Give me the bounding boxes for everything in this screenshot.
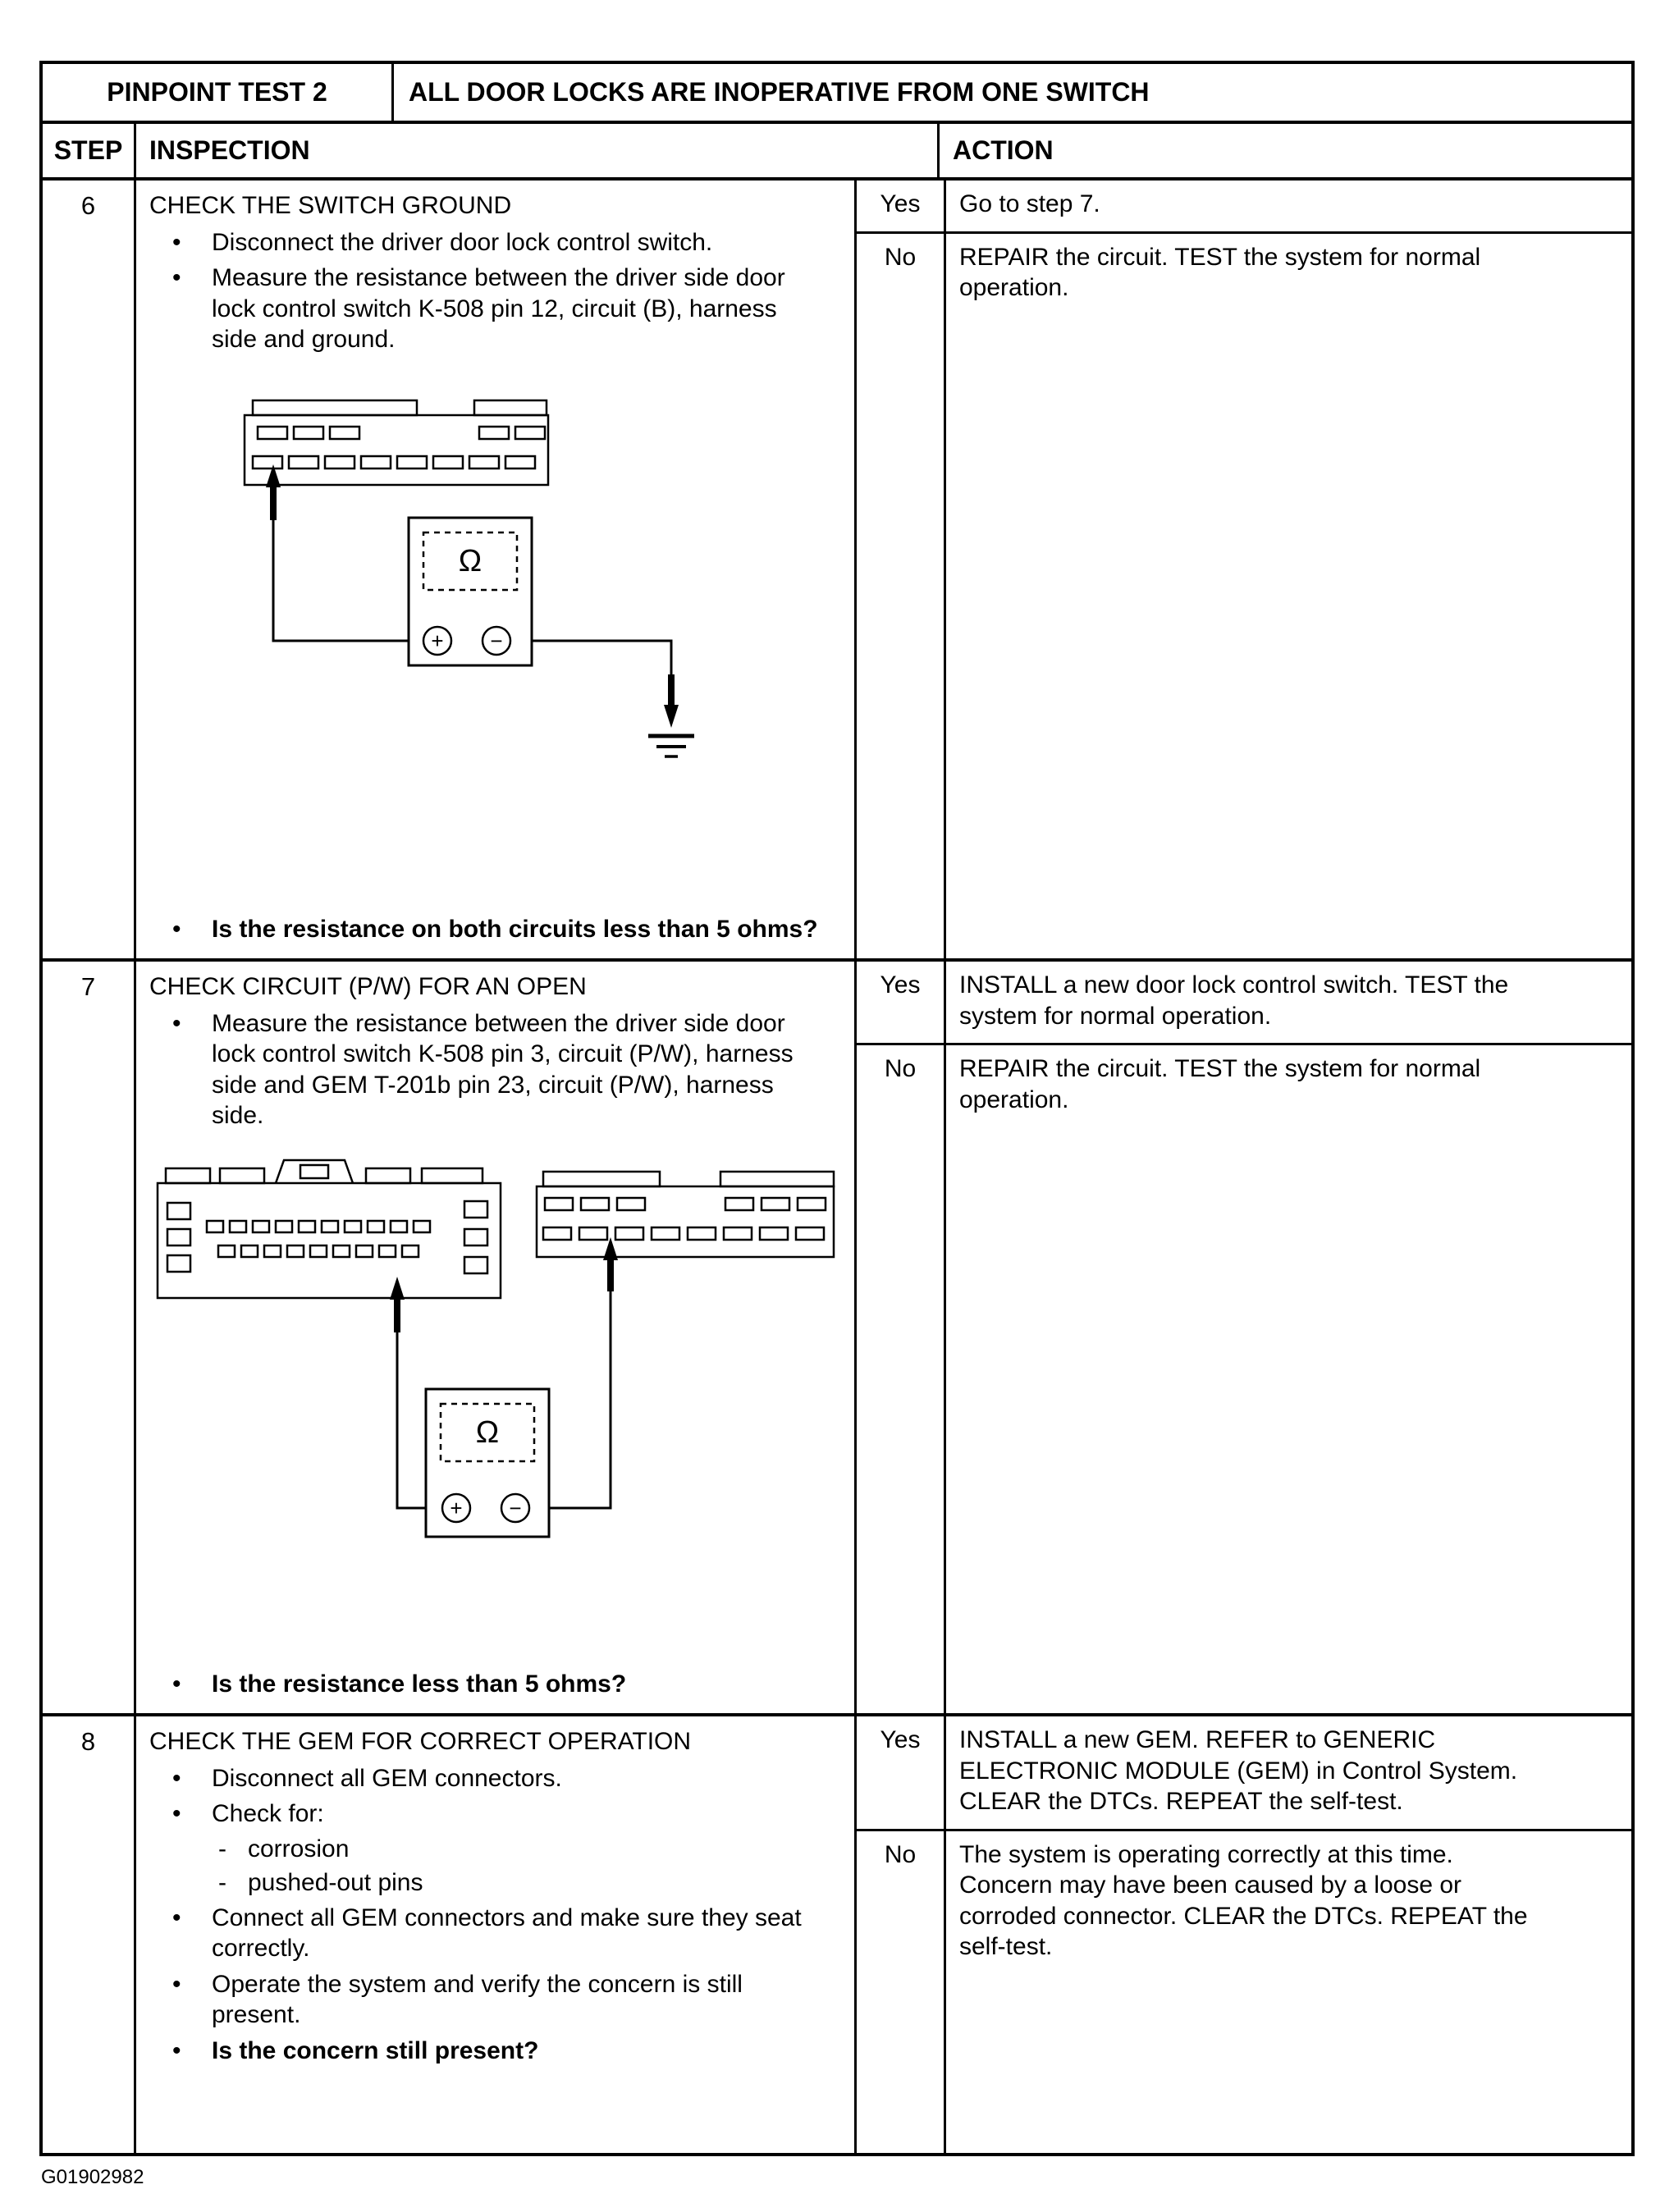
meter-positive-terminal: + — [450, 1495, 463, 1520]
door-lock-switch-connector — [537, 1172, 834, 1257]
dash-marker — [218, 1867, 248, 1899]
step-number: 8 — [43, 1716, 136, 2153]
bullet-marker — [172, 1903, 212, 1964]
bullet-marker — [172, 1969, 212, 2031]
no-action: The system is operating correctly at this time. Concern may have been caused by a loose or corroded connector. CLEAR the DTCs. REPEAT the self-test. — [959, 1840, 1528, 1960]
spacer — [140, 773, 848, 912]
step-row-8 — [43, 1716, 1631, 2153]
column-header-step: STEP — [43, 124, 136, 177]
step-number: 7 — [43, 962, 136, 1713]
inspection-bullet: • Measure the resistance between the driver side door lock control switch K-508 pin 3, circuit (P/W), harness side and GEM T-201b pin 23, circuit (P/W), harness side. — [172, 1008, 821, 1131]
gem-connector — [158, 1160, 501, 1298]
yes-action: Go to step 7. — [946, 181, 1631, 234]
meter-lead-wire — [273, 519, 423, 641]
meter-negative-terminal: − — [509, 1495, 522, 1520]
pinpoint-test-title: ALL DOOR LOCKS ARE INOPERATIVE FROM ONE SWITCH — [409, 77, 1150, 107]
spacer — [140, 1546, 848, 1666]
column-header-inspection: INSPECTION — [136, 124, 940, 177]
ground-lead-wire — [510, 641, 671, 674]
figure-id: G01902982 — [41, 2166, 144, 2188]
table-title-row — [43, 64, 1631, 124]
bullet-marker — [172, 2036, 212, 2067]
ohm-symbol: Ω — [458, 543, 483, 578]
yes-label: Yes — [857, 181, 946, 234]
ohmmeter — [426, 1389, 549, 1537]
inspection-bullet: • Disconnect the driver door lock control switch. — [172, 227, 821, 258]
inspection-bullet: • Operate the system and verify the concern is still present. — [172, 1969, 821, 2031]
ohmmeter — [409, 518, 532, 665]
step-row-6 — [43, 181, 1631, 962]
yes-label: Yes — [857, 962, 946, 1045]
no-action: REPAIR the circuit. TEST the system for normal operation. — [959, 243, 1481, 301]
bullet-marker — [172, 1008, 212, 1131]
inspection-question: • Is the resistance on both circuits less than 5 ohms? — [172, 914, 821, 945]
inspection-bullet: • Measure the resistance between the driver side door lock control switch K-508 pin 12, circuit (B), harness side and ground. — [172, 263, 821, 355]
column-header-row — [43, 124, 1631, 181]
step-row-7 — [43, 962, 1631, 1716]
bullet-marker — [172, 227, 212, 258]
circuit-open-measurement-diagram — [151, 1155, 840, 1541]
inspection-bullet: • Connect all GEM connectors and make sure they seat correctly. — [172, 1903, 821, 1964]
column-header-action: ACTION — [953, 135, 1054, 165]
ground-probe-icon — [664, 674, 679, 728]
inspection-question: • Is the resistance less than 5 ohms? — [172, 1669, 821, 1700]
no-action: REPAIR the circuit. TEST the system for normal operation. — [959, 1055, 1481, 1113]
inspection-question: • Is the concern still present? — [172, 2036, 821, 2067]
inspection-title: CHECK THE SWITCH GROUND — [149, 192, 512, 219]
inspection-bullet: • Disconnect all GEM connectors. — [172, 1763, 821, 1794]
yes-action: INSTALL a new GEM. REFER to GENERIC ELECTRONIC MODULE (GEM) in Control System. CLEAR the DTCs. REPEAT the self-test. — [946, 1716, 1631, 1831]
ohm-symbol: Ω — [475, 1414, 500, 1450]
inspection-sub-item: - corrosion — [218, 1834, 848, 1865]
inspection-cell — [136, 1716, 857, 2153]
bullet-marker — [172, 1798, 212, 1830]
dash-marker — [218, 1834, 248, 1865]
test-probe-icon — [603, 1237, 618, 1291]
inspection-title: CHECK THE GEM FOR CORRECT OPERATION — [149, 1728, 692, 1755]
ground-symbol — [648, 736, 694, 756]
inspection-bullet: • Check for: — [172, 1798, 821, 1830]
switch-ground-measurement-diagram — [212, 382, 786, 768]
bullet-marker — [172, 914, 212, 945]
bullet-marker — [172, 1669, 212, 1700]
pinpoint-test-table — [39, 61, 1635, 2156]
no-label: No — [857, 1045, 946, 1713]
door-lock-switch-connector — [245, 400, 548, 485]
yes-action: INSTALL a new door lock control switch. TEST the system for normal operation. — [946, 962, 1631, 1045]
inspection-cell — [136, 181, 857, 958]
step-number: 6 — [43, 181, 136, 958]
inspection-cell — [136, 962, 857, 1713]
pinpoint-test-label: PINPOINT TEST 2 — [43, 64, 394, 121]
bullet-marker — [172, 1763, 212, 1794]
meter-negative-terminal: − — [490, 628, 503, 653]
yes-label: Yes — [857, 1716, 946, 1831]
test-probe-icon — [390, 1277, 405, 1332]
meter-positive-terminal: + — [431, 628, 444, 653]
inspection-sub-item: - pushed-out pins — [218, 1867, 848, 1899]
bullet-marker — [172, 263, 212, 355]
inspection-title: CHECK CIRCUIT (P/W) FOR AN OPEN — [149, 973, 587, 1000]
test-probe-icon — [266, 464, 281, 520]
no-label: No — [857, 234, 946, 959]
no-label: No — [857, 1831, 946, 2154]
